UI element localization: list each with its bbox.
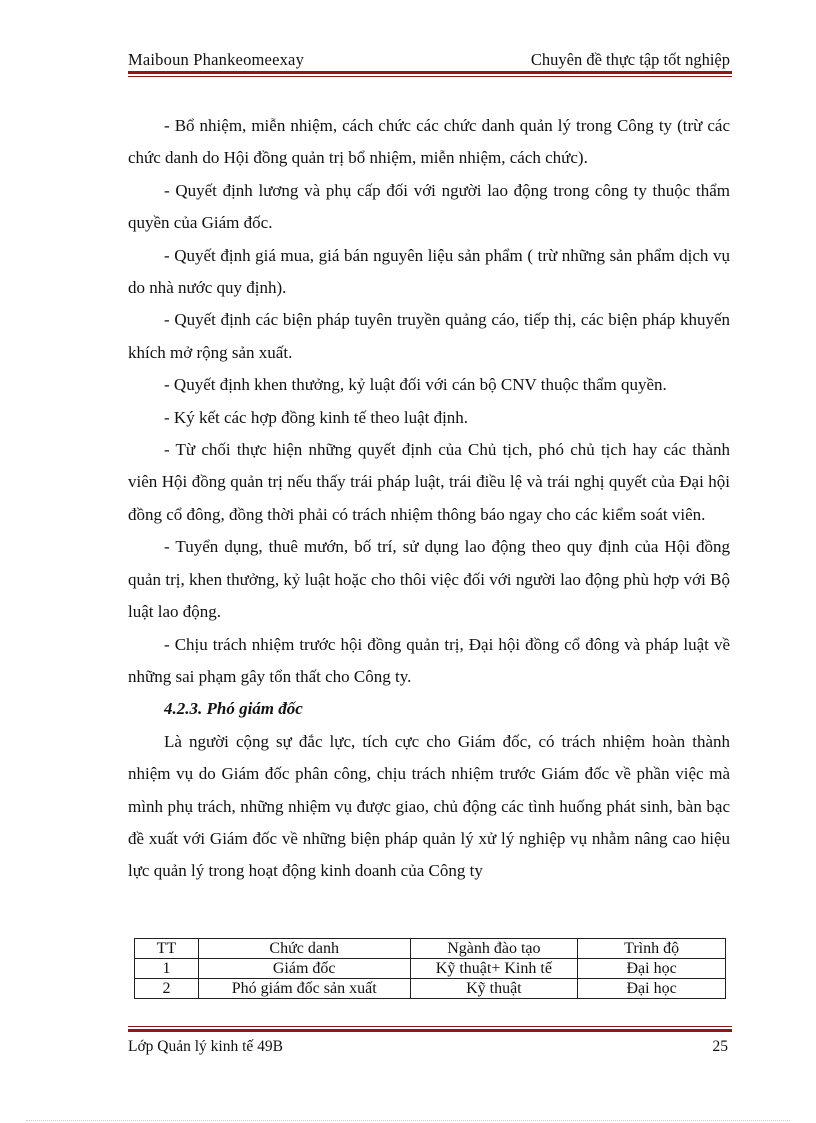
header-rule-thick xyxy=(128,71,732,74)
table-header-cell: TT xyxy=(135,939,199,959)
table-cell: 2 xyxy=(135,979,199,999)
section-paragraph: Là người cộng sự đắc lực, tích cực cho Giám đốc, có trách nhiệm hoàn thành nhiệm vụ do Giám đốc phân công, chịu trách nhiệm trước Giám đốc về phần việc mà mình phụ trách, những nhiệm vụ được giao, chủ động các tình huống phát sinh, bàn bạc đề xuất với Giám đốc về những biện pháp quản lý xử lý nghiệp vụ nhằm nâng cao hiệu lực quản lý trong hoạt động kinh doanh của Công ty xyxy=(128,731,730,881)
footer-rule-thin xyxy=(128,1026,732,1027)
staff-table xyxy=(134,938,726,999)
page-number: 25 xyxy=(712,1038,728,1055)
table-header-cell: Chức danh xyxy=(198,939,410,959)
paragraph: - Quyết định giá mua, giá bán nguyên liệu sản phẩm ( trừ những sản phẩm dịch vụ do nhà nước quy định). xyxy=(128,245,730,298)
table-cell: Đại học xyxy=(578,979,726,999)
paragraph: - Chịu trách nhiệm trước hội đồng quản trị, Đại hội đồng cổ đông và pháp luật về những sai phạm gây tổn thất cho Công ty. xyxy=(128,634,730,686)
page-header xyxy=(128,44,730,72)
table-row xyxy=(135,979,726,999)
table-row xyxy=(135,959,726,979)
document-body xyxy=(128,110,730,888)
footer-class-name: Lớp Quản lý kinh tế 49B xyxy=(128,1038,283,1055)
table-cell: Kỹ thuật+ Kinh tế xyxy=(410,959,578,979)
paragraph: - Từ chối thực hiện những quyết định của Chủ tịch, phó chủ tịch hay các thành viên Hội đồng quản trị nếu thấy trái pháp luật, trái điều lệ và trái nghị quyết của Đại hội đồng cổ đông, đồng thời phải có trách nhiệm thông báo ngay cho các kiểm soát viên. xyxy=(128,440,730,524)
table-cell: Kỹ thuật xyxy=(410,979,578,999)
paragraph: - Tuyển dụng, thuê mướn, bố trí, sử dụng lao động theo quy định của Hội đồng quản trị, khen thưởng, kỷ luật hoặc cho thôi việc đối với người lao động phù hợp với Bộ luật lao động. xyxy=(128,537,730,622)
table-cell: 1 xyxy=(135,959,199,979)
table-header-row xyxy=(135,939,726,959)
header-author: Maiboun Phankeomeexay xyxy=(128,50,305,69)
section-heading: 4.2.3. Phó giám đốc xyxy=(164,699,303,719)
table-header-cell: Ngành đào tạo xyxy=(410,939,578,959)
paragraph: - Ký kết các hợp đồng kinh tế theo luật định. xyxy=(164,407,469,427)
table-cell: Phó giám đốc sản xuất xyxy=(198,979,410,999)
footer-rule-thick xyxy=(128,1029,732,1032)
table-cell: Giám đốc xyxy=(198,959,410,979)
paragraph: - Quyết định lương và phụ cấp đối với người lao động trong công ty thuộc thẩm quyền của Giám đốc. xyxy=(128,180,730,233)
header-rule-thin xyxy=(128,76,732,77)
paragraph: - Quyết định các biện pháp tuyên truyền quảng cáo, tiếp thị, các biện pháp khuyến khích mở rộng sản xuất. xyxy=(128,310,730,362)
paragraph: - Bổ nhiệm, miễn nhiệm, cách chức các chức danh quản lý trong Công ty (trừ các chức danh do Hội đồng quản trị bổ nhiệm, miễn nhiệm, cách chức). xyxy=(128,116,730,168)
header-title: Chuyên đề thực tập tốt nghiệp xyxy=(530,50,730,69)
table-header-cell: Trình độ xyxy=(578,939,726,959)
page-edge-divider xyxy=(26,1120,790,1121)
paragraph: - Quyết định khen thưởng, kỷ luật đối với cán bộ CNV thuộc thẩm quyền. xyxy=(164,375,667,395)
table-cell: Đại học xyxy=(578,959,726,979)
